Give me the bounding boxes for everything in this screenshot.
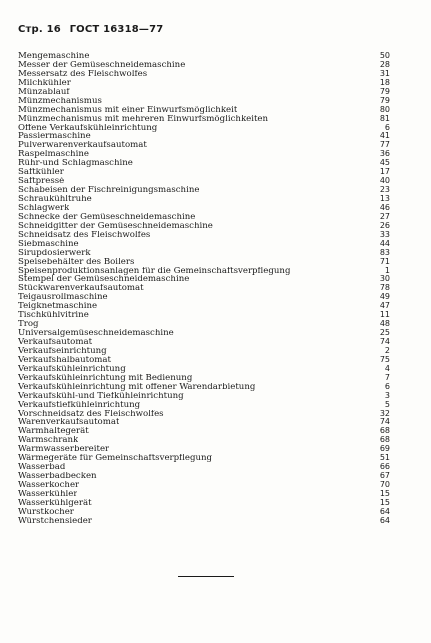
index-page-number: 15 — [379, 497, 390, 507]
index-page-number: 64 — [379, 506, 390, 516]
index-entry — [18, 445, 390, 454]
index-term: Wasserbadbecken — [18, 472, 97, 482]
index-term: Trog — [18, 320, 39, 330]
index-entry — [18, 365, 390, 374]
index-term: Würstchensieder — [18, 516, 92, 526]
index-term: Wasserbad — [18, 463, 66, 473]
index-term: Wärmegeräte für Gemeinschaftsverpflegung — [18, 454, 213, 464]
index-entry — [18, 231, 390, 240]
index-entry — [18, 204, 390, 213]
index-page-number: 25 — [379, 328, 390, 338]
index-entry — [18, 159, 390, 168]
index-entry — [18, 275, 390, 284]
index-entry — [18, 52, 390, 61]
standard-code: ГОСТ 16318—77 — [69, 24, 164, 35]
index-page-number: 46 — [379, 202, 390, 212]
index-entry — [18, 115, 390, 124]
index-entry — [18, 383, 390, 392]
index-entry — [18, 320, 390, 329]
index-term: Teigausrollmaschine — [18, 293, 108, 303]
index-term: Wasserkühler — [18, 489, 78, 499]
index-page-number: 18 — [379, 77, 390, 87]
index-term: Münzmechanismus mit mehreren Einwurfsmöglichkeiten — [18, 114, 269, 124]
index-page-number: 1 — [384, 265, 390, 275]
index-page-number: 26 — [379, 220, 390, 230]
index-term: Verkaufstiefkühleinrichtung — [18, 400, 141, 410]
index-term: Sirupdosierwerk — [18, 248, 91, 258]
index-page-number: 74 — [379, 417, 390, 427]
index-page-number: 66 — [379, 462, 390, 472]
index-term: Verkaufskühleinrichtung — [18, 364, 126, 374]
index-page-number: 31 — [379, 68, 390, 78]
index-page-number: 83 — [379, 247, 390, 257]
index-entry — [18, 499, 390, 508]
index-entry — [18, 338, 390, 347]
index-entry — [18, 427, 390, 436]
index-page-number: 79 — [379, 86, 390, 96]
index-page-number: 30 — [379, 274, 390, 284]
index-entry — [18, 97, 390, 106]
index-entry — [18, 258, 390, 267]
index-entry — [18, 79, 390, 88]
index-entry — [18, 132, 390, 141]
index-page-number: 33 — [379, 229, 390, 239]
index-term: Verkaufshalbautomat — [18, 355, 111, 365]
index-entry — [18, 392, 390, 401]
index-term: Warmhaltegerät — [18, 427, 89, 437]
index-term: Schraukühltruhe — [18, 195, 92, 204]
index-term: Schlagwerk — [18, 203, 70, 213]
index-page-number: 32 — [379, 408, 390, 418]
index-term: Münzablauf — [18, 87, 70, 97]
index-page-number: 80 — [379, 104, 390, 114]
index-entry — [18, 168, 390, 177]
index-term: Messersatz des Fleischwolfes — [18, 69, 148, 79]
index-page-number: 79 — [379, 95, 390, 105]
index-term: Schabeisen der Fischreinigungsmaschine — [18, 186, 200, 196]
index-page-number: 75 — [379, 354, 390, 364]
index-term: Schnecke der Gemüseschneidemaschine — [18, 212, 196, 222]
index-entry — [18, 70, 390, 79]
index-entry — [18, 141, 390, 150]
index-term: Verkaufskühl-und Tiefkühleinrichtung — [18, 391, 184, 401]
index-page-number: 28 — [379, 59, 390, 69]
index-term: Schneidsatz des Fleischwolfes — [18, 230, 151, 240]
index-term: Passiermaschine — [18, 132, 91, 142]
index-term: Wurstkocher — [18, 507, 74, 517]
page-number-label: Стр. 16 — [18, 24, 61, 35]
index-term: Siebmaschine — [18, 239, 79, 249]
index-entry — [18, 517, 390, 526]
index-page-number: 6 — [384, 122, 390, 132]
index-term: Milchkühler — [18, 78, 71, 88]
index-page-number: 64 — [379, 515, 390, 525]
index-page-number: 4 — [384, 363, 390, 373]
index-page-number: 15 — [379, 488, 390, 498]
index-entry — [18, 347, 390, 356]
index-page-number: 48 — [379, 319, 390, 329]
index-entry — [18, 311, 390, 320]
index-entry — [18, 61, 390, 70]
index-entry — [18, 213, 390, 222]
index-term: Warmwasserbereiter — [18, 445, 110, 455]
index-page-number: 6 — [384, 381, 390, 391]
index-page-number: 50 — [379, 51, 390, 60]
index-entry — [18, 410, 390, 419]
index-term: Speisenproduktionsanlagen für die Gemeinschaftsverpflegung — [18, 266, 291, 276]
index-entry — [18, 418, 390, 427]
index-term: Warmschrank — [18, 436, 79, 446]
index-entry — [18, 490, 390, 499]
index-term: Raspelmaschine — [18, 150, 89, 160]
index-page-number: 7 — [384, 372, 390, 382]
index-term: Wasserkocher — [18, 481, 80, 490]
index-entry — [18, 472, 390, 481]
index-page-number: 74 — [379, 337, 390, 346]
index-term: Stückwarenverkaufsautomat — [18, 284, 144, 294]
index-page-number: 44 — [379, 238, 390, 248]
index-entry — [18, 508, 390, 517]
index-page-number: 51 — [379, 453, 390, 463]
index-entry — [18, 186, 390, 195]
index-page-number: 68 — [379, 435, 390, 445]
index-entry — [18, 124, 390, 133]
index-entry — [18, 150, 390, 159]
index-page-number: 41 — [379, 131, 390, 141]
index-entry — [18, 240, 390, 249]
index-term: Verkaufsautomat — [18, 338, 93, 347]
index-term: Rühr-und Schlagmaschine — [18, 159, 133, 169]
index-entry — [18, 356, 390, 365]
index-term: Münzmechanismus mit einer Einwurfsmöglichkeit — [18, 105, 238, 115]
index-term: Speisebehälter des Boilers — [18, 257, 135, 267]
index-entry — [18, 88, 390, 97]
index-page-number: 70 — [379, 480, 390, 489]
index-page-number: 36 — [379, 149, 390, 159]
index-page-number: 69 — [379, 444, 390, 454]
index-term: Vorschneidsatz des Fleischwolfes — [18, 409, 164, 419]
index-entry — [18, 401, 390, 410]
index-term: Teigknetmaschine — [18, 302, 98, 312]
alphabetical-index — [18, 52, 390, 526]
index-page-number: 71 — [379, 256, 390, 266]
index-page-number: 27 — [379, 211, 390, 221]
index-page-number: 77 — [379, 140, 390, 150]
index-term: Messer der Gemüseschneidemaschine — [18, 60, 186, 70]
index-entry — [18, 249, 390, 258]
index-term: Pulverwarenverkaufsautomat — [18, 141, 147, 151]
index-term: Verkaufskühleinrichtung mit offener Warendarbietung — [18, 382, 256, 392]
index-entry — [18, 454, 390, 463]
index-entry — [18, 481, 390, 490]
index-entry — [18, 374, 390, 383]
index-page-number: 40 — [379, 176, 390, 186]
index-entry — [18, 463, 390, 472]
index-entry — [18, 106, 390, 115]
index-page-number: 17 — [379, 167, 390, 177]
index-page-number: 11 — [379, 310, 390, 320]
index-page-number: 2 — [384, 345, 390, 355]
index-term: Saftkühler — [18, 168, 64, 178]
index-page-number: 68 — [379, 426, 390, 436]
index-entry — [18, 222, 390, 231]
index-page-number: 13 — [379, 194, 390, 203]
index-page-number: 67 — [379, 471, 390, 481]
index-term: Verkaufskühleinrichtung mit Bedienung — [18, 373, 193, 383]
index-page-number: 23 — [379, 185, 390, 195]
index-term: Saftpressé — [18, 177, 65, 187]
index-term: Verkaufseinrichtung — [18, 346, 107, 356]
index-entry — [18, 177, 390, 186]
index-page-number: 47 — [379, 301, 390, 311]
page-header — [18, 24, 168, 35]
index-entry — [18, 293, 390, 302]
index-page-number: 78 — [379, 283, 390, 293]
end-rule — [178, 576, 234, 577]
index-page-number: 81 — [379, 113, 390, 123]
index-term: Universalgemüseschneidemaschine — [18, 329, 174, 339]
index-term: Warenverkaufsautomat — [18, 418, 120, 428]
index-page-number: 5 — [384, 399, 390, 409]
index-entry — [18, 329, 390, 338]
index-entry — [18, 436, 390, 445]
index-page-number: 45 — [379, 158, 390, 168]
index-page-number: 49 — [379, 292, 390, 302]
index-term: Tischkühlvitrine — [18, 311, 89, 321]
index-entry — [18, 195, 390, 204]
index-term: Wasserkühlgerät — [18, 498, 92, 508]
index-entry — [18, 284, 390, 293]
index-term: Schneidgitter der Gemüseschneidemaschine — [18, 221, 213, 231]
index-entry — [18, 267, 390, 276]
index-entry — [18, 302, 390, 311]
index-page-number: 3 — [384, 390, 390, 400]
index-term: Stempel der Gemüseschneidemaschine — [18, 275, 190, 285]
index-term: Offene Verkaufskühleinrichtung — [18, 123, 158, 133]
index-term: Münzmechanismus — [18, 96, 102, 106]
index-term: Mengemaschine — [18, 52, 90, 61]
